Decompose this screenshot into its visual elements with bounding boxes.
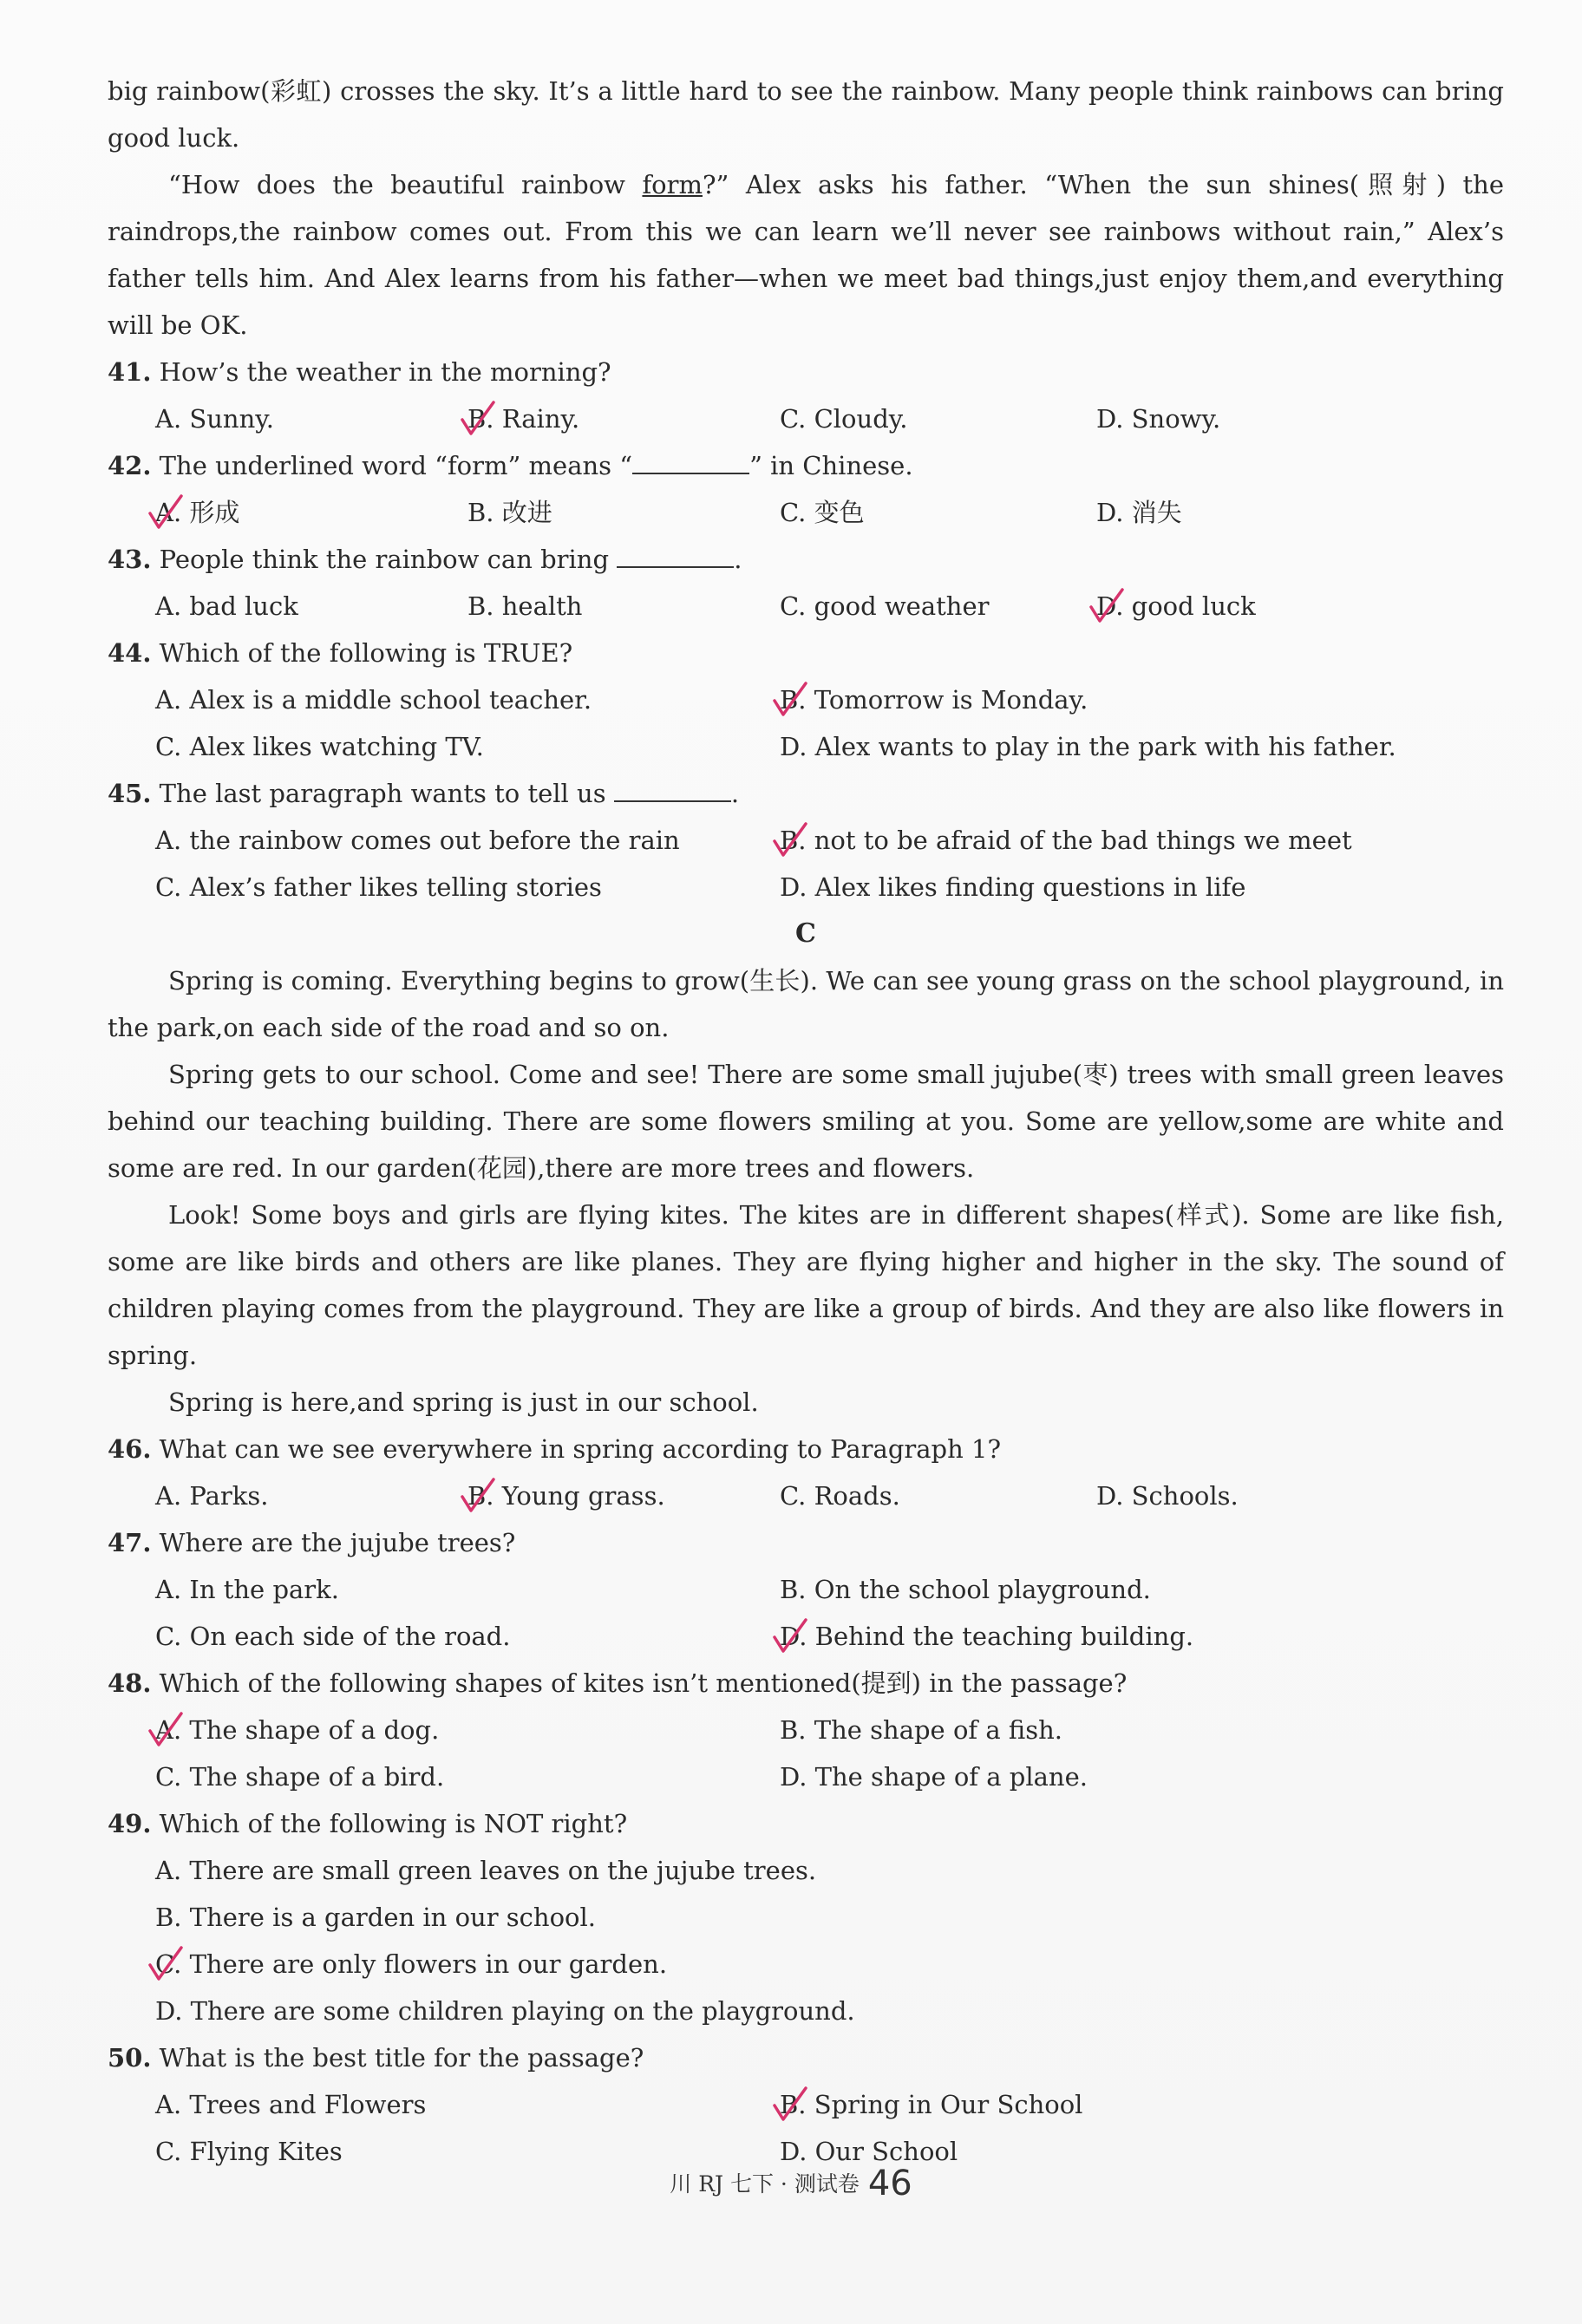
passage-c-paragraph-1: Spring is coming. Everything begins to grow(生长). We can see young grass on the school playground, in the park,on each side of the road and so on. bbox=[108, 966, 1504, 1042]
option-41-b[interactable]: B. Rainy. bbox=[467, 395, 780, 442]
option-42-b[interactable]: B. 改进 bbox=[467, 498, 552, 527]
check-mark-icon bbox=[771, 1618, 809, 1656]
p2-start: “How does the beautiful rainbow bbox=[168, 170, 643, 199]
options-46 bbox=[155, 1472, 1504, 1519]
option-45-c[interactable]: C. Alex’s father likes telling stories bbox=[155, 872, 602, 902]
question-50: 50. What is the best title for the passage? bbox=[108, 2043, 644, 2073]
option-46-c[interactable]: C. Roads. bbox=[780, 1481, 900, 1511]
passage-b-paragraph-2 bbox=[108, 161, 1504, 349]
check-mark-icon bbox=[147, 494, 185, 532]
check-mark-icon bbox=[771, 682, 809, 720]
underlined-word-form: form bbox=[642, 170, 703, 199]
check-mark-icon bbox=[147, 1712, 185, 1750]
question-46: 46. What can we see everywhere in spring according to Paragraph 1? bbox=[108, 1434, 1001, 1464]
page-number: 46 bbox=[867, 2164, 912, 2203]
check-mark-icon bbox=[771, 2086, 809, 2125]
options-42 bbox=[155, 489, 1504, 536]
option-49-b[interactable]: B. There is a garden in our school. bbox=[155, 1903, 596, 1932]
option-41-c[interactable]: C. Cloudy. bbox=[780, 404, 908, 434]
question-49: 49. Which of the following is NOT right? bbox=[108, 1809, 628, 1838]
options-48 bbox=[155, 1707, 1504, 1800]
options-47 bbox=[155, 1566, 1504, 1660]
option-42-d[interactable]: D. 消失 bbox=[1096, 498, 1182, 527]
option-48-b[interactable]: B. The shape of a fish. bbox=[780, 1715, 1062, 1745]
option-44-d[interactable]: D. Alex wants to play in the park with his father. bbox=[780, 732, 1396, 761]
option-44-b[interactable]: B. Tomorrow is Monday. bbox=[780, 676, 1456, 723]
option-41-a[interactable]: A. Sunny. bbox=[155, 404, 275, 434]
options-50 bbox=[155, 2081, 1504, 2175]
check-mark-icon bbox=[459, 1478, 497, 1516]
options-44 bbox=[155, 676, 1504, 770]
p2-rest: ?” Alex asks his father. “When the sun shines(照射) the raindrops,the rainbow comes out. From this we can learn we’ll never see rainbows without rain,” Alex’s father tells him. And Alex learns from his father—when we meet bad things,just enjoy them,and everything will be OK. bbox=[108, 170, 1505, 340]
option-49-d[interactable]: D. There are some children playing on the playground. bbox=[155, 1996, 855, 2026]
question-44: 44. Which of the following is TRUE? bbox=[108, 638, 573, 668]
page-footer bbox=[0, 2164, 1582, 2203]
option-43-a[interactable]: A. bad luck bbox=[155, 591, 298, 621]
option-44-c[interactable]: C. Alex likes watching TV. bbox=[155, 732, 484, 761]
option-50-d[interactable]: D. Our School bbox=[780, 2137, 958, 2166]
content bbox=[108, 68, 1504, 2175]
option-50-a[interactable]: A. Trees and Flowers bbox=[155, 2090, 427, 2119]
passage-c-paragraph-2: Spring gets to our school. Come and see! There are some small jujube(枣) trees with small green leaves behind our teaching building. There are some flowers smiling at you. Some are yellow,some are white and some are red. In our garden(花园),there are more trees and flowers. bbox=[108, 1060, 1504, 1183]
option-45-a[interactable]: A. the rainbow comes out before the rain bbox=[155, 826, 680, 855]
option-46-d[interactable]: D. Schools. bbox=[1096, 1481, 1239, 1511]
option-48-a[interactable]: A. The shape of a dog. bbox=[155, 1707, 780, 1753]
option-50-b[interactable]: B. Spring in Our School bbox=[780, 2081, 1456, 2128]
options-41 bbox=[155, 395, 1504, 442]
option-43-c[interactable]: C. good weather bbox=[780, 591, 990, 621]
check-mark-icon bbox=[771, 822, 809, 860]
option-41-d[interactable]: D. Snowy. bbox=[1096, 404, 1221, 434]
option-49-c[interactable]: C. There are only flowers in our garden. bbox=[155, 1941, 1370, 1988]
check-mark-icon bbox=[459, 401, 497, 439]
option-47-d[interactable]: D. Behind the teaching building. bbox=[780, 1613, 1456, 1660]
option-47-a[interactable]: A. In the park. bbox=[155, 1575, 339, 1604]
option-50-c[interactable]: C. Flying Kites bbox=[155, 2137, 343, 2166]
option-45-b[interactable]: B. not to be afraid of the bad things we meet bbox=[780, 817, 1456, 864]
question-47: 47. Where are the jujube trees? bbox=[108, 1528, 516, 1557]
answer-blank bbox=[614, 778, 731, 802]
options-49 bbox=[155, 1847, 1504, 2034]
passage-b-paragraph-1: big rainbow(彩虹) crosses the sky. It’s a little hard to see the rainbow. Many people think rainbows can bring good luck. bbox=[108, 76, 1504, 153]
passage-c-paragraph-4: Spring is here,and spring is just in our school. bbox=[168, 1387, 759, 1417]
option-43-b[interactable]: B. health bbox=[467, 591, 583, 621]
option-42-c[interactable]: C. 变色 bbox=[780, 498, 865, 527]
option-42-a[interactable]: A. 形成 bbox=[155, 489, 467, 536]
question-41: 41. How’s the weather in the morning? bbox=[108, 357, 611, 387]
option-44-a[interactable]: A. Alex is a middle school teacher. bbox=[155, 685, 592, 715]
footer-label: 川 RJ 七下 · 测试卷 bbox=[670, 2171, 860, 2197]
question-43: 43. People think the rainbow can bring . bbox=[108, 545, 742, 574]
option-47-b[interactable]: B. On the school playground. bbox=[780, 1575, 1151, 1604]
question-48: 48. Which of the following shapes of kites isn’t mentioned(提到) in the passage? bbox=[108, 1668, 1128, 1698]
option-46-a[interactable]: A. Parks. bbox=[155, 1481, 269, 1511]
options-43 bbox=[155, 583, 1504, 630]
options-45 bbox=[155, 817, 1504, 911]
option-43-d[interactable]: D. good luck bbox=[1096, 583, 1356, 630]
option-49-a[interactable]: A. There are small green leaves on the jujube trees. bbox=[155, 1856, 817, 1885]
option-46-b[interactable]: B. Young grass. bbox=[467, 1472, 780, 1519]
answer-blank bbox=[617, 544, 734, 568]
passage-c-paragraph-3: Look! Some boys and girls are flying kites. The kites are in different shapes(样式). Some are like fish, some are like birds and others are like planes. They are flying higher and higher in the sky. The sound of children playing comes from the playground. They are like a group of birds. And they are also like flowers in spring. bbox=[108, 1200, 1504, 1370]
option-48-c[interactable]: C. The shape of a bird. bbox=[155, 1762, 445, 1792]
answer-blank bbox=[632, 450, 749, 474]
option-45-d[interactable]: D. Alex likes finding questions in life bbox=[780, 872, 1246, 902]
check-mark-icon bbox=[1088, 588, 1126, 626]
check-mark-icon bbox=[147, 1946, 185, 1984]
question-45: 45. The last paragraph wants to tell us . bbox=[108, 779, 740, 808]
option-48-d[interactable]: D. The shape of a plane. bbox=[780, 1762, 1088, 1792]
option-47-c[interactable]: C. On each side of the road. bbox=[155, 1622, 511, 1651]
section-c-heading: C bbox=[795, 918, 816, 949]
question-42: 42. The underlined word “form” means “ ” in Chinese. bbox=[108, 451, 913, 480]
